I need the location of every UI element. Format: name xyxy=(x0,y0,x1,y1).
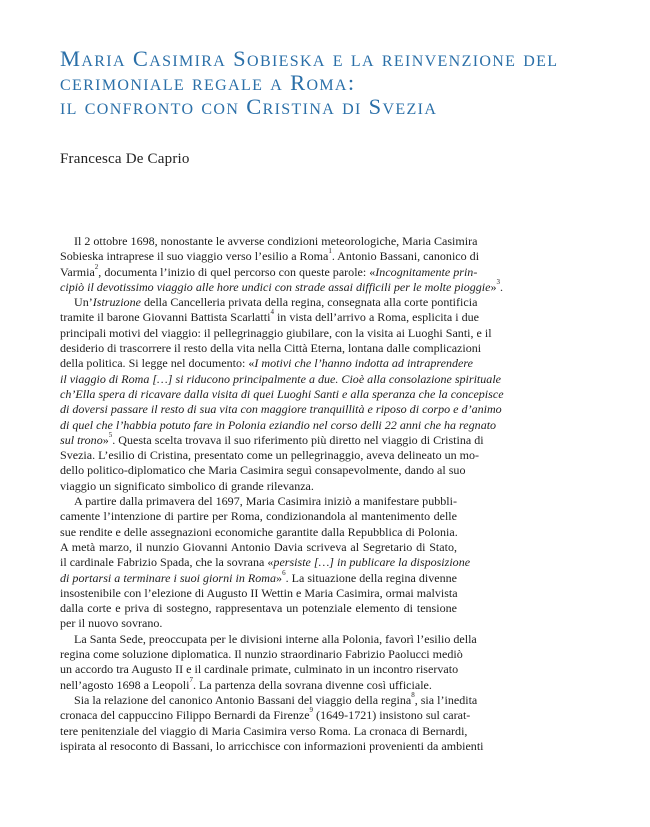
text-line: cipiò il devotissimo viaggio alle hore undici con strade assai difficili per le molte pioggie»$^3$. xyxy=(60,277,504,294)
text-line: per il nuovo sovrano. xyxy=(60,616,163,631)
text-line: Varmia$^2$, documenta l’inizio di quel percorso con queste parole: «Incognitamente prin- xyxy=(60,262,478,279)
text-line: di portarsi a terminare i suoi giorni in Roma»$^6$. La situazione della regina divenne xyxy=(60,568,457,585)
footnote-ref[interactable]: 1 xyxy=(328,247,332,256)
text-line: principali motivi del viaggio: il pellegrinaggio giubilare, con la visita ai Luoghi Santi, e il xyxy=(60,325,492,340)
text-line: nell’agosto 1698 a Leopoli$^7$. La partenza della sovrana divenne così ufficiale. xyxy=(60,675,432,692)
text-line: Svezia. L’esilio di Cristina, presentato come un pellegrinaggio, aveva delineato un mo- xyxy=(60,448,480,463)
text-line: di quel che l’habbia potuto fare in Polonia eziandio nel corso delli 22 anni che ha regnato xyxy=(60,417,497,432)
paragraph xyxy=(60,690,484,754)
text-line: dalla corte e priva di sostegno, rappresentava un potenziale elemento di tensione xyxy=(60,601,457,616)
text-line: di doversi passare il resto di sua vita con maggiore tranquillità e riposo di corpo e d’animo xyxy=(60,402,502,417)
article-body xyxy=(60,234,504,754)
footnote-ref[interactable]: 9 xyxy=(309,706,314,715)
footnote-ref[interactable]: 5 xyxy=(108,430,113,439)
footnote-ref[interactable]: 4 xyxy=(270,308,274,317)
text-line: insostenibile con l’elezione di Augusto II Wettin e Maria Casimira, ormai malvista xyxy=(60,585,458,600)
text-line: regina come soluzione diplomatica. Il nunzio straordinario Fabrizio Paolucci mediò xyxy=(60,647,463,662)
title-line: il confronto con Cristina di Svezia xyxy=(60,94,438,119)
text-line: A metà marzo, il nunzio Giovanni Antonio Davia scriveva al Segretario di Stato, xyxy=(60,539,457,554)
text-line: ispirata al resoconto di Bassani, lo arricchisce con informazioni provenienti da ambienti xyxy=(60,738,484,753)
text-line: ch’Ella spera di ricavare dalla visita di quei Luoghi Santi e alla speranza che la concepisce xyxy=(60,386,504,401)
text-line: il viaggio di Roma […] si riducono principalmente a due. Cioè alla consolazione spirituale xyxy=(60,371,502,386)
paragraph xyxy=(60,295,504,494)
text-line: cronaca del cappuccino Filippo Bernardi da Firenze$^9$ (1649-1721) insistono sul carat- xyxy=(60,706,471,723)
title-line: Maria Casimira Sobieska e la reinvenzione del xyxy=(60,46,559,71)
text-line: viaggio un significato simbolico di grande rilevanza. xyxy=(60,478,314,493)
text-line: Il 2 ottobre 1698, nonostante le avverse condizioni meteorologiche, Maria Casimira xyxy=(74,234,478,248)
paragraph xyxy=(60,631,477,693)
text-line: della politica. Si legge nel documento: «I motivi che l’hanno indotta ad intraprendere xyxy=(60,356,473,371)
footnote-ref[interactable]: 2 xyxy=(94,262,99,271)
text-line: desiderio di trascorrere il resto della vita nella Città Eterna, lontana dalle complicazioni xyxy=(60,341,482,356)
footnote-ref[interactable]: 6 xyxy=(282,568,286,577)
title-line: cerimoniale regale a Roma: xyxy=(60,70,356,95)
text-line: tramite il barone Giovanni Battista Scarlatti$^4$ in vista dell’arrivo a Roma, esplicita i due xyxy=(60,308,480,325)
footnote-ref[interactable]: 7 xyxy=(189,675,193,684)
text-line: il cardinale Fabrizio Spada, che la sovrana «persiste […] in publicare la disposizione xyxy=(60,555,471,570)
text-line: Sia la relazione del canonico Antonio Bassani del viaggio della regina$^8$, sia l’inedita xyxy=(74,690,478,707)
text-line: dello politico-diplomatico che Maria Casimira seguì consapevolmente, dando al suo xyxy=(60,463,466,478)
text-line: un accordo tra Augusto II e il cardinale primate, culminato in un incontro riservato xyxy=(60,662,459,677)
paragraph xyxy=(60,494,471,632)
author-name: Francesca De Caprio xyxy=(60,151,190,167)
text-line: La Santa Sede, preoccupata per le divisioni interne alla Polonia, favorì l’esilio della xyxy=(74,631,477,646)
text-line: tere penitenziale del viaggio di Maria Casimira verso Roma. La cronaca di Bernardi, xyxy=(60,723,468,738)
paragraph xyxy=(60,234,504,295)
text-line: sue rendite e delle assegnazioni economiche garantite dalla Repubblica di Polonia. xyxy=(60,524,458,539)
text-line: camente l’intenzione di partire per Roma, condizionandola al mantenimento delle xyxy=(60,509,457,524)
text-line: Un’Istruzione della Cancelleria privata della regina, consegnata alla corte pontificia xyxy=(74,295,478,310)
article-title xyxy=(60,47,620,119)
text-line: A partire dalla primavera del 1697, Maria Casimira iniziò a manifestare pubbli- xyxy=(74,494,457,509)
footnote-ref[interactable]: 8 xyxy=(411,690,415,699)
footnote-ref[interactable]: 3 xyxy=(496,277,501,286)
text-line: Sobieska intraprese il suo viaggio verso l’esilio a Roma$^1$. Antonio Bassani, canonico di xyxy=(60,247,480,264)
text-line: sul trono»$^5$. Questa scelta trovava il suo riferimento più diretto nel viaggio di Cristina di xyxy=(60,430,484,447)
